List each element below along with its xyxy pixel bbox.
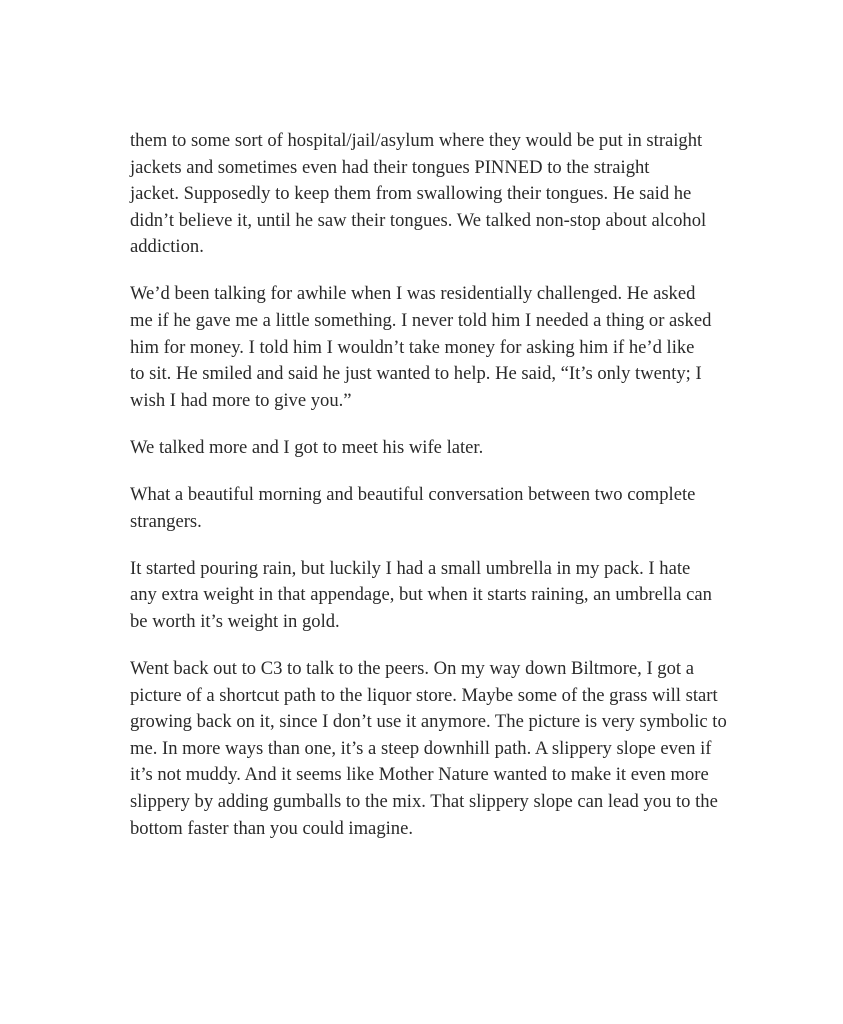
paragraph-rain bbox=[130, 556, 720, 636]
text-line: It started pouring rain, but luckily I had a small umbrella in my pack. I hate bbox=[130, 557, 691, 579]
text-line: wish I had more to give you.” bbox=[130, 389, 352, 411]
text-line: any extra weight in that appendage, but when it starts raining, an umbrella can bbox=[130, 584, 712, 606]
text-line: didn’t believe it, until he saw their tongues. We talked non-stop about alcohol bbox=[130, 209, 707, 231]
text-line: strangers. bbox=[130, 510, 202, 532]
text-line: What a beautiful morning and beautiful conversation between two complete bbox=[130, 484, 696, 506]
text-line: We talked more and I got to meet his wife later. bbox=[130, 436, 484, 458]
text-line: bottom faster than you could imagine. bbox=[130, 817, 413, 839]
text-line: be worth it’s weight in gold. bbox=[130, 610, 340, 632]
text-line: me. In more ways than one, it’s a steep downhill path. A slippery slope even if bbox=[130, 737, 712, 759]
text-line: Went back out to C3 to talk to the peers. On my way down Biltmore, I got a bbox=[130, 658, 694, 679]
text-line: growing back on it, since I don’t use it anymore. The picture is very symbolic to bbox=[130, 711, 727, 733]
document-body bbox=[130, 128, 727, 863]
text-line: jackets and sometimes even had their tongues PINNED to the straight bbox=[130, 156, 650, 178]
text-line: me if he gave me a little something. I never told him I needed a thing or asked bbox=[130, 310, 712, 332]
paragraph-wife bbox=[130, 435, 720, 462]
paragraph-gift bbox=[130, 281, 720, 414]
text-line: addiction. bbox=[130, 236, 204, 258]
text-line: them to some sort of hospital/jail/asylum where they would be put in straight bbox=[130, 130, 703, 151]
text-line: picture of a shortcut path to the liquor store. Maybe some of the grass will start bbox=[130, 684, 718, 706]
text-line: jacket. Supposedly to keep them from swallowing their tongues. He said he bbox=[130, 183, 692, 205]
paragraph-slippery-slope bbox=[130, 656, 727, 842]
text-line: We’d been talking for awhile when I was residentially challenged. He asked bbox=[130, 283, 696, 305]
text-line: slippery by adding gumballs to the mix. That slippery slope can lead you to the bbox=[130, 790, 718, 812]
paragraph-asylum-story bbox=[130, 128, 720, 261]
text-line: it’s not muddy. And it seems like Mother Nature wanted to make it even more bbox=[130, 764, 709, 786]
text-line: to sit. He smiled and said he just wanted to help. He said, “It’s only twenty; I bbox=[130, 363, 702, 385]
paragraph-beautiful-morning bbox=[130, 482, 720, 535]
text-line: him for money. I told him I wouldn’t take money for asking him if he’d like bbox=[130, 336, 695, 358]
